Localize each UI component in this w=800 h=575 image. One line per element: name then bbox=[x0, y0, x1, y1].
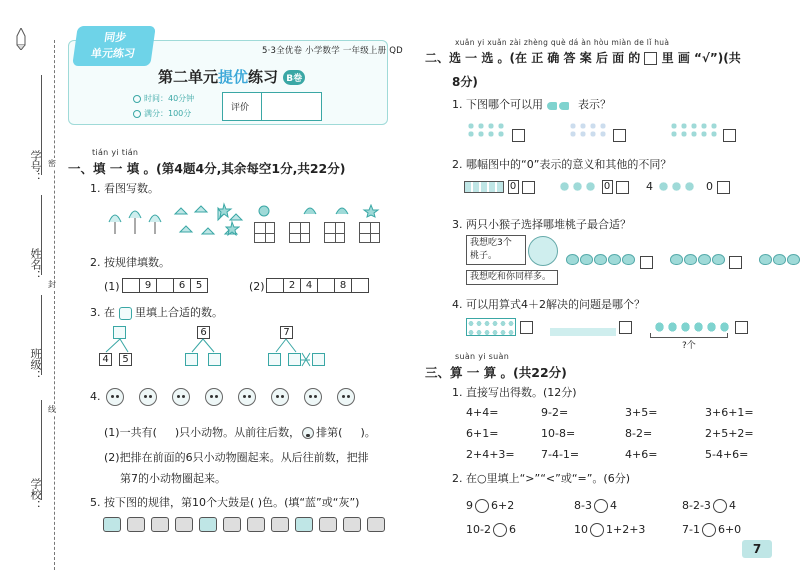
drum-icon bbox=[103, 517, 121, 532]
r-q4-text: 4. 可以用算式4＋2解决的问题是哪个？ bbox=[452, 298, 645, 311]
sec2-title-b: 里 画 “√”)(共 bbox=[661, 51, 741, 65]
q2b-cell: 8 bbox=[335, 279, 352, 293]
q4-brace-label: ?个 bbox=[682, 341, 696, 351]
badge-line-2: 单元练习 bbox=[90, 47, 136, 60]
balloon-picture bbox=[466, 318, 516, 336]
drum-icon bbox=[271, 517, 289, 532]
title-end: 练习 bbox=[248, 68, 279, 86]
compare-grid bbox=[466, 494, 786, 542]
drum-icon bbox=[199, 517, 217, 532]
bond3-mid[interactable] bbox=[288, 353, 301, 366]
time-limit: 时间：40分钟 bbox=[144, 94, 195, 103]
q3-bond-3 bbox=[266, 326, 356, 370]
drum-icon bbox=[151, 517, 169, 532]
badge-line-1: 同步 bbox=[103, 31, 128, 44]
compare-circle[interactable] bbox=[594, 499, 608, 513]
bond3-right[interactable] bbox=[312, 353, 325, 366]
bond1-right: 5 bbox=[119, 353, 132, 366]
sec2-title bbox=[425, 49, 741, 66]
bond2-right[interactable] bbox=[208, 353, 221, 366]
page-number-text: 7 bbox=[752, 542, 762, 556]
q3-bond-2 bbox=[180, 326, 240, 370]
r-q2-option-a[interactable] bbox=[522, 181, 535, 194]
peach-icon bbox=[622, 254, 635, 265]
r-q2-option-c[interactable] bbox=[717, 181, 730, 194]
bird-icon bbox=[302, 427, 314, 439]
q2a-cell[interactable] bbox=[123, 279, 140, 293]
q1-answer-3[interactable] bbox=[324, 222, 345, 243]
ruler-picture bbox=[464, 181, 504, 193]
c2-text: 2. 在○里填上“>”“<”或“=”。(6分) bbox=[452, 472, 631, 485]
bond2-left[interactable] bbox=[185, 353, 198, 366]
sec2-title-a: 二、选 一 选 。(在 正 确 答 案 后 面 的 bbox=[425, 51, 641, 65]
q2b-cell: 4 bbox=[301, 279, 318, 293]
school-line[interactable] bbox=[41, 400, 42, 500]
calc-item[interactable]: 3+5= bbox=[625, 406, 658, 419]
q5-text: 5. 按下图的规律，第10个大鼓是( )色。(填“蓝”或“灰”) bbox=[90, 496, 360, 509]
cmp-left: 8-3 bbox=[574, 499, 592, 512]
q1-answer-grids[interactable] bbox=[254, 222, 394, 246]
q2b-cell[interactable] bbox=[318, 279, 335, 293]
sec1-title: 一、填 一 填 。(第4题4分,其余每空1分,共22分) bbox=[68, 161, 346, 176]
q4-1c: 排第( bbox=[316, 426, 343, 439]
peach-icon bbox=[787, 254, 800, 265]
compare-circle[interactable] bbox=[590, 523, 604, 537]
animal-icon[interactable] bbox=[238, 388, 256, 406]
cmp-right: 4 bbox=[728, 499, 736, 512]
q1-answer-1[interactable] bbox=[254, 222, 275, 243]
rocket-icon bbox=[16, 28, 26, 50]
student-id-label: 学号： bbox=[29, 150, 42, 183]
q2a-cell: 9 bbox=[140, 279, 157, 293]
ducks-picture bbox=[550, 318, 616, 336]
q4-num: 4. bbox=[90, 390, 101, 403]
r-q4-option-b[interactable] bbox=[619, 321, 632, 334]
page-number bbox=[742, 540, 772, 558]
seal-mark-1: 密 bbox=[48, 159, 56, 168]
q2-text: 2. 按规律填数。 bbox=[90, 256, 170, 269]
peach-icon bbox=[670, 254, 683, 265]
sec2-title-c: 8分) bbox=[452, 75, 478, 89]
r-q1-b: 表示？ bbox=[578, 98, 611, 111]
bond1-left: 4 bbox=[99, 353, 112, 366]
full-score: 满分：100分 bbox=[144, 109, 192, 118]
compare-circle[interactable] bbox=[713, 499, 727, 513]
bond3-top: 7 bbox=[280, 326, 293, 339]
q2a-cell: 5 bbox=[191, 279, 208, 293]
calc-item[interactable]: 7-4-1= bbox=[541, 448, 580, 461]
peach-icon bbox=[712, 254, 725, 265]
calc-grid bbox=[466, 406, 786, 469]
peppers-picture bbox=[653, 320, 731, 334]
r-q2-option-b[interactable] bbox=[616, 181, 629, 194]
peach-icon bbox=[594, 254, 607, 265]
sec3-title: 三、算 一 算 。(共22分) bbox=[425, 365, 567, 380]
check-icon bbox=[133, 110, 141, 118]
drum-icon bbox=[175, 517, 193, 532]
peach-icon bbox=[773, 254, 786, 265]
q1-icons-row bbox=[256, 204, 380, 221]
q4-part2: (2)把排在前面的6只小动物圈起来。从后往前数，把排 bbox=[104, 451, 369, 464]
grade-input[interactable] bbox=[262, 94, 320, 119]
r-q3-option-a[interactable] bbox=[640, 256, 653, 269]
compare-circle[interactable] bbox=[475, 499, 489, 513]
speech-bubble-2: 我想吃和你同样多。 bbox=[466, 270, 558, 285]
drum-icon bbox=[223, 517, 241, 532]
animal-icon[interactable] bbox=[172, 388, 190, 406]
page-title bbox=[158, 66, 305, 87]
binding-dashed-line bbox=[54, 40, 55, 570]
cmp-right: 6+0 bbox=[717, 523, 742, 536]
compare-circle[interactable] bbox=[493, 523, 507, 537]
monkey-icon bbox=[528, 236, 558, 266]
q4-animal-row bbox=[106, 388, 370, 409]
r-q3-text: 3. 两只小猴子选择哪堆桃子最合适？ bbox=[452, 218, 631, 231]
r-q1-option-c[interactable] bbox=[723, 129, 736, 142]
r-q4-option-c[interactable] bbox=[735, 321, 748, 334]
student-id-line[interactable] bbox=[41, 75, 42, 175]
q2a-cell[interactable] bbox=[157, 279, 174, 293]
grade-label: 评价 bbox=[231, 103, 250, 113]
r-q2-options bbox=[464, 180, 730, 194]
q3-bond-1 bbox=[94, 326, 154, 370]
title-main: 第二单元 bbox=[158, 68, 219, 86]
class-label: 班级： bbox=[29, 348, 42, 381]
clock-icon bbox=[133, 95, 141, 103]
calc-item[interactable]: 8-2= bbox=[625, 427, 653, 440]
drum-icon bbox=[247, 517, 265, 532]
animal-icon[interactable] bbox=[271, 388, 289, 406]
animal-icon[interactable] bbox=[337, 388, 355, 406]
calc-item[interactable]: 10-8= bbox=[541, 427, 576, 440]
r-q3-options bbox=[566, 254, 800, 269]
option-c-picture bbox=[669, 122, 719, 138]
cmp-left: 7-1 bbox=[682, 523, 700, 536]
bond2-top: 6 bbox=[197, 326, 210, 339]
drum-icon bbox=[127, 517, 145, 532]
r-q1-text bbox=[452, 98, 611, 112]
fish-icon bbox=[547, 100, 575, 110]
c1-text: 1. 直接写出得数。(12分) bbox=[452, 386, 577, 399]
q4-part2b: 第7的小动物圈起来。 bbox=[120, 472, 226, 485]
cmp-left: 10-2 bbox=[466, 523, 491, 536]
compare-circle[interactable] bbox=[702, 523, 716, 537]
calc-item[interactable]: 9-2= bbox=[541, 406, 569, 419]
q3-pre: 3. 在 bbox=[90, 306, 115, 319]
seal-mark-3: 线 bbox=[48, 405, 56, 414]
peach-icon bbox=[566, 254, 579, 265]
calc-item[interactable]: 2+5+2= bbox=[705, 427, 754, 440]
sec1-pinyin: tián yi tián bbox=[92, 148, 139, 157]
cmp-right: 6+2 bbox=[491, 499, 515, 512]
calc-item[interactable]: 6+1= bbox=[466, 427, 499, 440]
speech-bubble-1 bbox=[466, 235, 526, 265]
q2-four: 4 bbox=[646, 180, 653, 193]
q2b-sequence bbox=[266, 278, 369, 293]
animal-icon[interactable] bbox=[304, 388, 322, 406]
r-q1-option-b[interactable] bbox=[613, 129, 626, 142]
cmp-left: 8-2-3 bbox=[682, 499, 711, 512]
bubble1-line1: 我想吃3个 bbox=[470, 238, 512, 248]
drum-icon bbox=[319, 517, 337, 532]
calc-item[interactable]: 5-4+6= bbox=[705, 448, 749, 461]
q2b-label: (2) bbox=[249, 280, 265, 293]
sec2-box-icon bbox=[644, 52, 657, 65]
q4-1b: )只小动物。从前往后数， bbox=[174, 426, 301, 439]
cmp-left: 9 bbox=[466, 499, 473, 512]
sec3-pinyin: suàn yi suàn bbox=[455, 352, 510, 361]
drum-icon bbox=[295, 517, 313, 532]
option-a-picture bbox=[466, 122, 508, 138]
calc-item[interactable]: 3+6+1= bbox=[705, 406, 754, 419]
calc-item[interactable]: 2+4+3= bbox=[466, 448, 515, 461]
q2b-cell[interactable] bbox=[352, 279, 369, 293]
r-q1-option-a[interactable] bbox=[512, 129, 525, 142]
series-info: 5·3全优卷 小学数学 一年级上册 QD bbox=[262, 46, 403, 56]
class-line[interactable] bbox=[41, 295, 42, 375]
peach-icon bbox=[759, 254, 772, 265]
q4-1d: )。 bbox=[360, 426, 376, 439]
cmp-right: 6 bbox=[508, 523, 516, 536]
name-line[interactable] bbox=[41, 195, 42, 275]
q2b-cell: 2 bbox=[284, 279, 301, 293]
monkeys-picture bbox=[657, 180, 697, 194]
q4-1a: (1)一共有( bbox=[104, 426, 157, 439]
cmp-right: 1+2+3 bbox=[606, 523, 646, 536]
r-q1-a: 1. 下图哪个可以用 bbox=[452, 98, 543, 111]
school-label: 学校： bbox=[29, 478, 42, 511]
animal-icon[interactable] bbox=[139, 388, 157, 406]
r-q2-text: 2. 哪幅图中的“0”表示的意义和其他的不同？ bbox=[452, 158, 672, 171]
peach-icon bbox=[698, 254, 711, 265]
kids-picture bbox=[558, 180, 598, 194]
q2a-sequence bbox=[122, 278, 208, 293]
peach-icon bbox=[608, 254, 621, 265]
cmp-left: 10 bbox=[574, 523, 588, 536]
level-badge: B卷 bbox=[283, 70, 305, 85]
r-q4-option-a[interactable] bbox=[520, 321, 533, 334]
r-q3-option-b[interactable] bbox=[729, 256, 742, 269]
q2-zero-b: 0 bbox=[602, 180, 613, 194]
peach-icon bbox=[684, 254, 697, 265]
r-q1-options bbox=[466, 122, 766, 142]
bond3-left[interactable] bbox=[268, 353, 281, 366]
q2a-label: (1) bbox=[104, 280, 120, 293]
drum-icon bbox=[343, 517, 361, 532]
q1-text: 1. 看图写数。 bbox=[90, 182, 159, 195]
q5-drum-row bbox=[103, 517, 391, 535]
q3-box-icon bbox=[119, 307, 132, 320]
q3-post: 里填上合适的数。 bbox=[135, 306, 223, 319]
q4-part1 bbox=[104, 426, 376, 440]
q1-palm-group bbox=[104, 202, 164, 245]
seal-mark-2: 封 bbox=[48, 280, 56, 289]
name-label: 姓名： bbox=[29, 248, 42, 281]
option-b-picture bbox=[568, 122, 610, 138]
q3-text bbox=[90, 306, 223, 320]
q2a-cell: 6 bbox=[174, 279, 191, 293]
calc-item[interactable]: 4+4= bbox=[466, 406, 499, 419]
q1-answer-2[interactable] bbox=[289, 222, 310, 243]
cmp-right: 4 bbox=[609, 499, 617, 512]
drum-icon bbox=[367, 517, 385, 532]
animal-icon[interactable] bbox=[205, 388, 223, 406]
animal-icon[interactable] bbox=[106, 388, 124, 406]
title-highlight: 提优 bbox=[218, 68, 249, 86]
q2-zero-c: 0 bbox=[706, 180, 713, 193]
calc-item[interactable]: 4+6= bbox=[625, 448, 658, 461]
q2-zero-a: 0 bbox=[508, 180, 519, 194]
sec2-pinyin: xuǎn yi xuǎn zài zhèng què dá àn hòu miàn de lǐ huà bbox=[455, 38, 670, 47]
q1-answer-4[interactable] bbox=[359, 222, 380, 243]
bubble1-line2: 桃子。 bbox=[470, 251, 498, 261]
peach-icon bbox=[580, 254, 593, 265]
q2b-cell[interactable] bbox=[267, 279, 284, 293]
q1-star-group bbox=[218, 202, 240, 245]
unit-badge bbox=[72, 26, 156, 66]
